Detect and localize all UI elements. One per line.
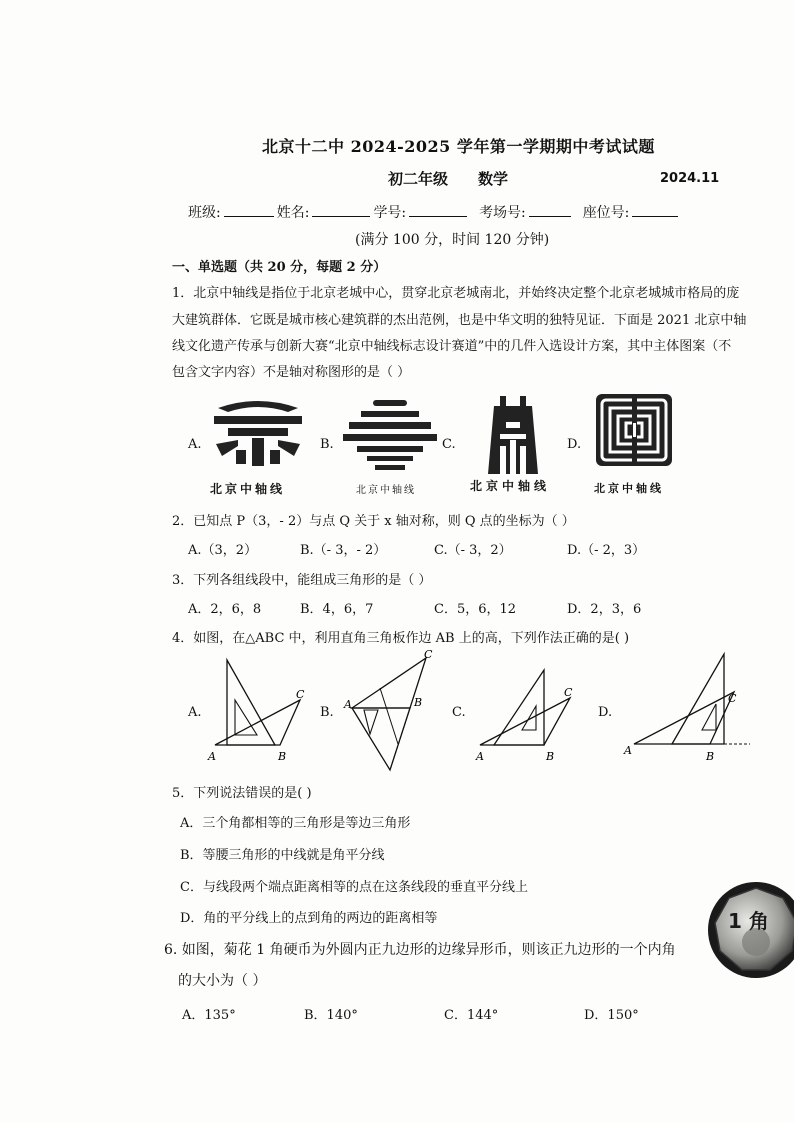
exam-title: 北京十二中 2024-2025 学年第一学期期中考试试题 (262, 137, 655, 156)
fig-b-label-a: A (344, 698, 352, 711)
fig-c-label-b: B (546, 750, 555, 763)
q4-figure-c (474, 660, 584, 765)
room-blank[interactable] (529, 204, 571, 217)
q4-figure-b (340, 648, 450, 773)
logo-d (594, 392, 674, 468)
fig-c-label-a: A (476, 750, 484, 763)
q4-figure-a (205, 660, 315, 765)
seat-blank[interactable] (632, 204, 678, 217)
q3-stem: 3．下列各组线段中，能组成三角形的是（ ） (172, 573, 432, 588)
q1-line4: 包含文字内容）不是轴对称图形的是（ ） (172, 365, 411, 380)
room-label: 考场号: (479, 205, 526, 221)
q1-line1: 1．北京中轴线是指位于北京老城中心，贯穿北京老城南北，并始终决定整个北京老城城市格局的庞 (172, 286, 740, 301)
q6-option-a[interactable]: A．135° (182, 1008, 236, 1023)
fig-c-label-c: C (564, 686, 573, 699)
q4-option-a[interactable]: A. (188, 705, 202, 720)
grade-label: 初二年级 (388, 170, 449, 188)
q3-option-b[interactable]: B．4，6，7 (300, 602, 374, 617)
coin-label: 1 角 (728, 909, 769, 933)
student-id-blank[interactable] (409, 204, 467, 217)
q3-option-a[interactable]: A．2，6，8 (188, 602, 262, 617)
q2-option-b[interactable]: B.（- 3，- 2） (300, 543, 387, 558)
fig-b-label-c: C (424, 648, 433, 661)
q1-option-d[interactable]: D. (567, 437, 582, 452)
q1-line3: 线文化遗产传承与创新大赛“北京中轴线标志设计赛道”中的几件入选设计方案，其中主体图案（不 (172, 339, 732, 354)
class-label: 班级: (188, 205, 221, 221)
logo-c (478, 396, 548, 474)
q1-line2: 大建筑群体．它既是城市核心建筑群的杰出范例，也是中华文明的独特见证．下面是 2021 北京中轴 (172, 313, 747, 328)
q6-option-c[interactable]: C．144° (444, 1008, 499, 1023)
q2-stem: 2．已知点 P（3，- 2）与点 Q 关于 x 轴对称，则 Q 点的坐标为（ ） (172, 514, 575, 529)
q5-stem: 5．下列说法错误的是( ) (172, 786, 312, 801)
q1-option-c[interactable]: C. (442, 437, 456, 452)
logo-d-caption: 北京中轴线 (594, 482, 664, 495)
q4-option-c[interactable]: C. (452, 705, 466, 720)
fig-a-label-b: B (278, 750, 287, 763)
q1-option-b[interactable]: B. (320, 437, 334, 452)
exam-date: 2024.11 (660, 171, 720, 186)
fig-a-label-a: A (208, 750, 216, 763)
logo-a-caption: 北京中轴线 (210, 482, 286, 496)
q3-option-d[interactable]: D．2，3，6 (567, 602, 642, 617)
score-note: (满分 100 分，时间 120 分钟) (355, 232, 550, 248)
q1-option-a[interactable]: A. (188, 437, 202, 452)
logo-c-caption: 北京中轴线 (470, 479, 551, 493)
student-info-row (188, 202, 681, 222)
q3-option-c[interactable]: C．5，6，12 (434, 602, 517, 617)
q2-option-a[interactable]: A.（3，2） (188, 543, 258, 558)
section-heading: 一、单选题（共 20 分，每题 2 分） (172, 260, 387, 275)
fig-d-label-b: B (706, 750, 715, 763)
fig-d-label-c: C (728, 692, 737, 705)
q6-option-d[interactable]: D．150° (584, 1008, 639, 1023)
name-label: 姓名: (276, 205, 310, 221)
q4-stem: 4．如图，在△ABC 中，利用直角三角板作边 AB 上的高，下列作法正确的是( ) (172, 631, 630, 646)
q5-option-c[interactable]: C．与线段两个端点距离相等的点在这条线段的垂直平分线上 (180, 880, 528, 895)
logo-a (208, 394, 308, 466)
q6-line1: 6. 如图，菊花 1 角硬币为外圆内正九边形的边缘异形币，则该正九边形的一个内角 (164, 942, 676, 958)
q4-option-d[interactable]: D. (598, 705, 613, 720)
student-id-label: 学号: (373, 205, 407, 221)
q6-line2: 的大小为（ ） (178, 973, 267, 989)
q6-option-b[interactable]: B．140° (304, 1008, 358, 1023)
fig-a-label-c: C (296, 688, 305, 701)
seat-label: 座位号: (582, 205, 630, 221)
q4-option-b[interactable]: B. (320, 705, 334, 720)
logo-b (343, 398, 437, 472)
logo-b-caption: 北京中轴线 (356, 485, 416, 496)
fig-d-label-a: A (624, 744, 632, 757)
q5-option-d[interactable]: D．角的平分线上的点到角的两边的距离相等 (180, 911, 438, 926)
name-blank[interactable] (312, 204, 370, 217)
q5-option-b[interactable]: B．等腰三角形的中线就是角平分线 (180, 848, 385, 863)
q2-option-d[interactable]: D.（- 2，3） (567, 543, 646, 558)
q4-figure-d (622, 650, 752, 765)
subject-label: 数学 (478, 170, 509, 188)
q2-option-c[interactable]: C.（- 3，2） (434, 543, 512, 558)
q5-option-a[interactable]: A．三个角都相等的三角形是等边三角形 (180, 816, 411, 831)
fig-b-label-b: B (414, 696, 423, 709)
coin-image (706, 880, 794, 980)
class-blank[interactable] (224, 204, 274, 217)
